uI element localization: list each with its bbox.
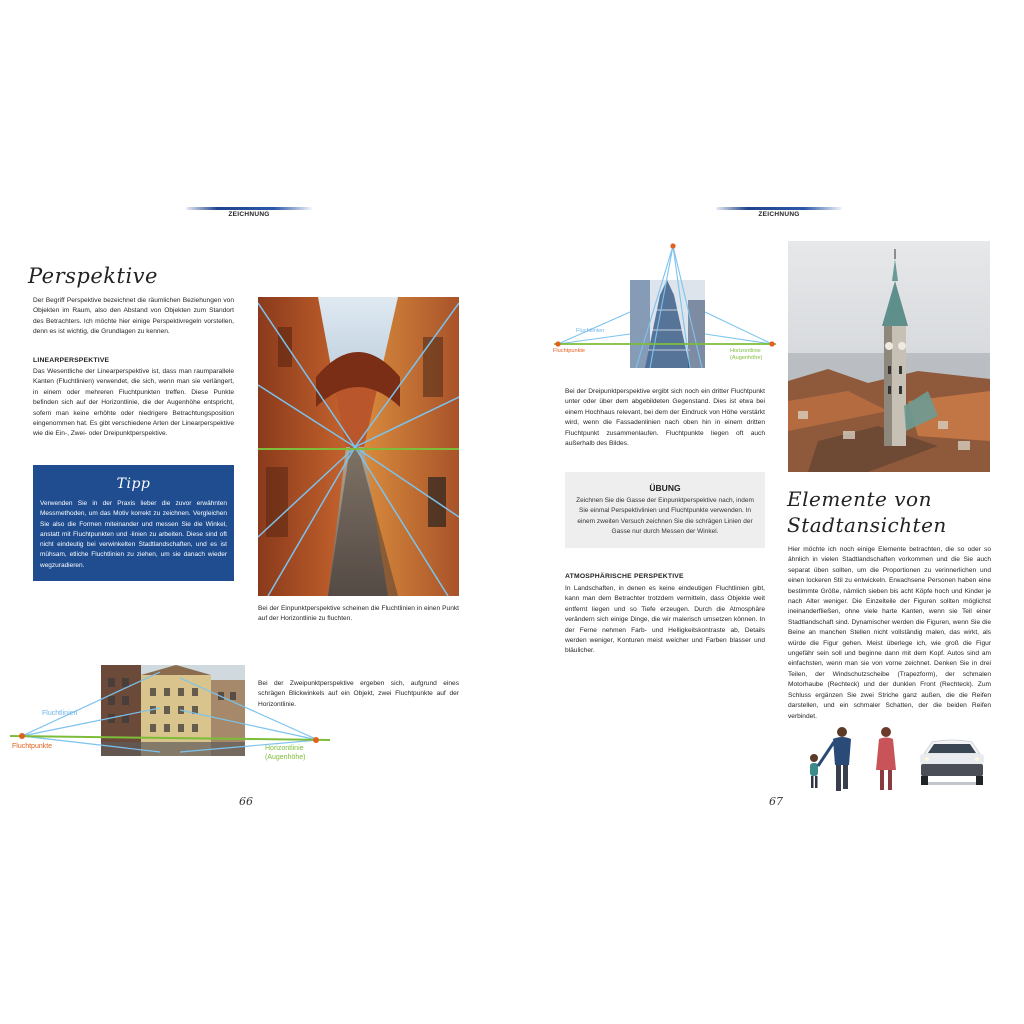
exercise-box	[565, 472, 765, 548]
tip-box	[33, 465, 234, 581]
exercise-text: Zeichnen Sie die Gasse der Einpunktperspektive nach, indem Sie einmal Perspektivlinien und Fluchtpunkte verwenden. In einem zweiten Versuch zeichnen Sie die schrägen Linien der Gasse nur durch Messen der Winkel.	[576, 497, 754, 535]
church-tower-painting	[788, 241, 990, 472]
three-point-augenhoehe-label: (Augenhöhe)	[730, 355, 763, 361]
three-point-fluchtpunkte-label: Fluchtpunkte	[553, 348, 586, 354]
three-point-caption: Bei der Dreipunktperspektive ergibt sich noch ein dritter Fluchtpunkt unter oder über dem abgebildeten Gegenstand. Dies ist etwa bei einem Hochhaus relevant, bei dem der Eindruck von Höhe verstärkt wird, wenn die Fassadenlinien nach oben hin in einem dritten Fluchtpunkt zusammenlaufen. Fluchtpunkte liegen oft auch außerhalb des Bildes.	[565, 388, 765, 448]
two-point-augenhoehe-label: (Augenhöhe)	[265, 754, 306, 761]
left-brush-stroke	[186, 207, 312, 210]
tip-title: Tipp	[116, 476, 151, 492]
left-intro-text: Der Begriff Perspektive bezeichnet die räumlichen Beziehungen von Objekten im Raum, also den Abstand von Objekten zum Standort des Betrachters. Ich möchte hier einige Perspektivregeln vorstellen, denn es ist wichtig, die Grundlagen zu kennen.	[33, 297, 234, 336]
left-page-number: 66	[239, 795, 253, 808]
left-page-title: Perspektive	[28, 264, 158, 288]
figures-and-car-painting	[800, 720, 990, 795]
two-point-fluchtpunkte-label: Fluchtpunkte	[12, 743, 53, 750]
two-point-horizont-label: Horizontlinie	[265, 745, 304, 752]
elements-text: Hier möchte ich noch einige Elemente betrachten, die so oder so ähnlich in vielen Stadtlandschaften vorkommen und die Sie auch separat üben sollten, um die Proportionen zu verinnerlichen und einen lockeren Stil zu entwickeln. Erwachsene Personen haben eine bestimmte Größe, nämlich sieben bis acht Köpfe hoch und Kinder je nach Alter weniger. Die Einzelteile der Figuren sollten möglichst ineinanderfließen, ohne viele harte Kanten, wenn sie Teil einer Stadtlandschaft sind. Dynamischer werden die Figuren, wenn Sie die Beine an manchen Stellen nicht vollständig malen, das wirkt, als würde die Figur gehen. Meist überlege ich, wie groß die Figur ungefähr sein soll und beginne dann mit dem Kopf. Autos sind am einfachsten, wenn man sie von vorne zeichnet. Denken Sie in drei Teilen, der Windschutzscheibe (Trapezform), der schmalen Motorhaube (Rechteck) und der dunklen Front (Rechteck). Zum Schluss ergänzen Sie zwei Striche ganz außen, die die Reifen darstellen, und ein schmaler Schatten, der die beiden Reifen verbindet.	[788, 546, 991, 720]
exercise-title: ÜBUNG	[649, 483, 681, 493]
linear-perspective-heading: LINEARPERSPEKTIVE	[33, 357, 110, 364]
right-brush-stroke	[716, 207, 842, 210]
left-section-tag: ZEICHNUNG	[228, 211, 270, 218]
elements-title-line1: Elemente von	[787, 487, 932, 511]
two-point-caption: Bei der Zweipunktperspektive ergeben sich, aufgrund eines schrägen Blickwinkels auf ein Objekt, zwei Fluchtpunkte auf der Horizontlinie.	[258, 680, 459, 708]
atmospheric-perspective-text: In Landschaften, in denen es keine eindeutigen Fluchtlinien gibt, kann man dem Betrachter trotzdem vermitteln, dass Objekte weit entfernt liegen und so Tiefe erzeugen. Durch die Atmosphäre verändern sich einige Dinge, die wir malerisch umsetzen können. In der Ferne nehmen Farb- und Helligkeitskontraste ab, Details werden weniger, Konturen meist weicher und Farben blasser und bläulicher.	[565, 585, 765, 655]
three-point-horizont-label: Horizontlinie	[730, 348, 761, 354]
linear-perspective-text: Das Wesentliche der Linearperspektive ist, dass man raumparallele Kanten (Fluchtlinien) verwendet, die sich, wenn man sie verlängert, in einem oder mehreren Fluchtpunkten treffen. Diese Punkte befinden sich auf der Horizontlinie, die der Augenhöhe entspricht, sofern man keine erhöhte oder niedrigere Betrachtungsposition eingenommen hat. Es gibt verschiedene Arten der Linearperspektive wie die Ein-, Zwei- oder Dreipunktperspektive.	[33, 368, 234, 438]
three-point-fluchtlinien-label: Fluchtlinien	[576, 328, 605, 334]
elements-title-line2: Stadtansichten	[787, 513, 947, 537]
right-page-number: 67	[769, 795, 783, 808]
tip-text: Verwenden Sie in der Praxis lieber die zuvor erwähnten Messmethoden, um das Motiv korrekt zu zeichnen. Vergleichen Sie also die Formen miteinander und messen Sie die Winkel, anstatt mit Fluchtpunkten und -linien zu arbeiten. Diese sind oft nicht eindeutig bei verwinkelten Stadtlandschaften, und es ist mühsam, etliche Fluchtlinien zu ziehen, um sie danach wieder wegzuradieren.	[40, 500, 227, 569]
one-point-caption: Bei der Einpunktperspektive scheinen die Fluchtlinien in einen Punkt auf der Horizontlinie zu fluchten.	[258, 605, 459, 623]
right-section-tag: ZEICHNUNG	[758, 211, 800, 218]
one-point-perspective-painting	[258, 297, 459, 596]
atmospheric-perspective-heading: ATMOSPHÄRISCHE PERSPEKTIVE	[565, 573, 684, 580]
two-point-fluchtlinien-label: Fluchtlinien	[42, 710, 78, 717]
